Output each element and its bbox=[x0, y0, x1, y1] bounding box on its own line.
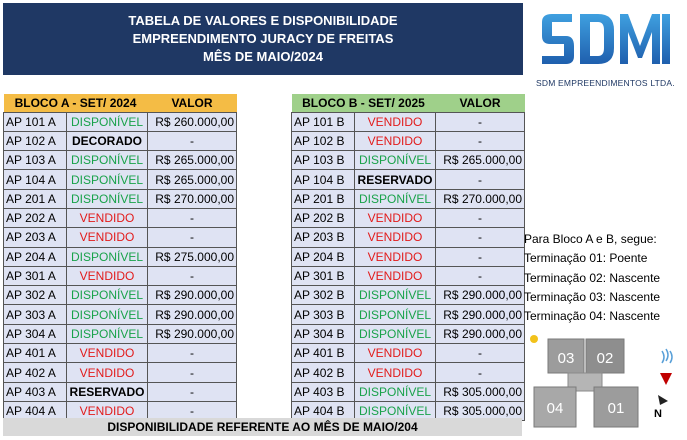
status-cell: DISPONÍVEL bbox=[67, 112, 148, 131]
status-cell: VENDIDO bbox=[67, 208, 148, 227]
status-cell: DISPONÍVEL bbox=[67, 247, 148, 266]
status-cell: DISPONÍVEL bbox=[67, 151, 148, 170]
table-row bbox=[4, 170, 237, 189]
unit-04-label: 04 bbox=[546, 400, 564, 417]
orientation-notes bbox=[524, 230, 660, 326]
value-cell: R$ 265.000,00 bbox=[436, 151, 525, 170]
unit-cell: AP 402 A bbox=[4, 363, 67, 382]
status-cell: VENDIDO bbox=[355, 131, 436, 150]
status-cell: DISPONÍVEL bbox=[355, 151, 436, 170]
unit-03-label: 03 bbox=[557, 350, 575, 367]
bloco-a-value-header: VALOR bbox=[148, 94, 237, 112]
value-cell: R$ 270.000,00 bbox=[148, 189, 237, 208]
unit-cell: AP 303 A bbox=[4, 305, 67, 324]
status-cell: DISPONÍVEL bbox=[355, 286, 436, 305]
unit-cell: AP 101 A bbox=[4, 112, 67, 131]
table-row bbox=[4, 344, 237, 363]
unit-cell: AP 401 B bbox=[292, 344, 355, 363]
table-row bbox=[292, 208, 525, 227]
value-cell: - bbox=[148, 363, 237, 382]
unit-cell: AP 202 A bbox=[4, 208, 67, 227]
value-cell: R$ 260.000,00 bbox=[148, 112, 237, 131]
value-cell: R$ 290.000,00 bbox=[148, 305, 237, 324]
unit-cell: AP 201 A bbox=[4, 189, 67, 208]
status-cell: VENDIDO bbox=[67, 401, 148, 420]
value-cell: - bbox=[148, 228, 237, 247]
sun-icon bbox=[530, 335, 538, 343]
sdm-logo-mark bbox=[536, 6, 676, 74]
table-row bbox=[4, 286, 237, 305]
bloco-b-title: BLOCO B - SET/ 2025 bbox=[292, 94, 436, 112]
table-row bbox=[4, 324, 237, 343]
status-cell: RESERVADO bbox=[355, 170, 436, 189]
status-cell: VENDIDO bbox=[67, 363, 148, 382]
unit-cell: AP 302 A bbox=[4, 286, 67, 305]
status-cell: DECORADO bbox=[67, 131, 148, 150]
unit-01 bbox=[594, 387, 638, 427]
table-row bbox=[4, 228, 237, 247]
value-cell: - bbox=[148, 401, 237, 420]
note-terminacao-01: Terminação 01: Poente bbox=[524, 251, 648, 266]
value-cell: - bbox=[436, 266, 525, 285]
unit-cell: AP 404 B bbox=[292, 401, 355, 420]
unit-cell: AP 101 B bbox=[292, 112, 355, 131]
logo-caption: SDM EMPREENDIMENTOS LTDA. bbox=[536, 78, 675, 88]
table-row bbox=[292, 286, 525, 305]
status-cell: DISPONÍVEL bbox=[67, 286, 148, 305]
table-row bbox=[292, 170, 525, 189]
unit-cell: AP 402 B bbox=[292, 363, 355, 382]
table-row bbox=[4, 305, 237, 324]
table-row bbox=[292, 131, 525, 150]
value-cell: - bbox=[148, 344, 237, 363]
table-row bbox=[292, 305, 525, 324]
footer-note: DISPONIBILIDADE REFERENTE AO MÊS DE MAIO/204 bbox=[3, 418, 522, 436]
status-cell: VENDIDO bbox=[355, 363, 436, 382]
unit-cell: AP 103 A bbox=[4, 151, 67, 170]
unit-04 bbox=[534, 387, 576, 427]
bloco-b-value-header: VALOR bbox=[436, 94, 525, 112]
value-cell: - bbox=[436, 228, 525, 247]
title-line-3: MÊS DE MAIO/2024 bbox=[203, 49, 323, 64]
table-row bbox=[4, 266, 237, 285]
title-line-2: EMPREENDIMENTO JURACY DE FREITAS bbox=[132, 31, 394, 46]
status-cell: DISPONÍVEL bbox=[355, 305, 436, 324]
unit-02 bbox=[586, 339, 624, 373]
status-cell: DISPONÍVEL bbox=[67, 324, 148, 343]
unit-cell: AP 404 A bbox=[4, 401, 67, 420]
status-cell: VENDIDO bbox=[355, 247, 436, 266]
table-row bbox=[4, 208, 237, 227]
title-line-1: TABELA DE VALORES E DISPONIBILIDADE bbox=[128, 13, 398, 28]
table-row bbox=[4, 151, 237, 170]
unit-cell: AP 203 A bbox=[4, 228, 67, 247]
value-cell: R$ 275.000,00 bbox=[148, 247, 237, 266]
north-label: N bbox=[654, 408, 662, 420]
table-row bbox=[292, 247, 525, 266]
unit-cell: AP 204 B bbox=[292, 247, 355, 266]
note-terminacao-03: Terminação 03: Nascente bbox=[524, 289, 661, 304]
unit-cell: AP 304 A bbox=[4, 324, 67, 343]
table-row bbox=[292, 189, 525, 208]
value-cell: - bbox=[436, 344, 525, 363]
status-cell: DISPONÍVEL bbox=[355, 382, 436, 401]
floor-plan-diagram bbox=[530, 333, 685, 433]
company-logo bbox=[532, 6, 682, 92]
table-row bbox=[292, 112, 525, 131]
value-cell: - bbox=[436, 363, 525, 382]
table-row bbox=[4, 189, 237, 208]
status-cell: VENDIDO bbox=[355, 208, 436, 227]
table-row bbox=[292, 382, 525, 401]
value-cell: - bbox=[436, 112, 525, 131]
bloco-b-table bbox=[291, 94, 525, 421]
table-row bbox=[4, 363, 237, 382]
unit-cell: AP 104 B bbox=[292, 170, 355, 189]
status-cell: DISPONÍVEL bbox=[67, 189, 148, 208]
value-cell: R$ 270.000,00 bbox=[436, 189, 525, 208]
value-cell: - bbox=[148, 382, 237, 401]
unit-cell: AP 301 B bbox=[292, 266, 355, 285]
value-cell: - bbox=[148, 131, 237, 150]
note-terminacao-02: Terminação 02: Nascente bbox=[524, 270, 661, 285]
bloco-a-title: BLOCO A - SET/ 2024 bbox=[4, 94, 148, 112]
status-cell: DISPONÍVEL bbox=[355, 324, 436, 343]
status-cell: VENDIDO bbox=[67, 228, 148, 247]
note-terminacao-04: Terminação 04: Nascente bbox=[524, 309, 661, 324]
value-cell: R$ 305.000,00 bbox=[436, 382, 525, 401]
status-cell: VENDIDO bbox=[355, 112, 436, 131]
bloco-a-table bbox=[3, 94, 237, 421]
title-banner bbox=[3, 3, 523, 75]
table-row bbox=[292, 344, 525, 363]
table-row bbox=[4, 112, 237, 131]
unit-cell: AP 302 B bbox=[292, 286, 355, 305]
table-row bbox=[4, 247, 237, 266]
status-cell: VENDIDO bbox=[67, 344, 148, 363]
unit-cell: AP 102 A bbox=[4, 131, 67, 150]
status-cell: VENDIDO bbox=[355, 266, 436, 285]
status-cell: DISPONÍVEL bbox=[67, 170, 148, 189]
north-arrow-icon bbox=[654, 395, 668, 420]
value-cell: R$ 290.000,00 bbox=[148, 286, 237, 305]
unit-cell: AP 403 B bbox=[292, 382, 355, 401]
status-cell: VENDIDO bbox=[355, 228, 436, 247]
unit-cell: AP 401 A bbox=[4, 344, 67, 363]
unit-cell: AP 102 B bbox=[292, 131, 355, 150]
status-cell: VENDIDO bbox=[355, 344, 436, 363]
wind-icon bbox=[660, 349, 672, 385]
table-row bbox=[292, 151, 525, 170]
value-cell: - bbox=[148, 266, 237, 285]
unit-cell: AP 301 A bbox=[4, 266, 67, 285]
value-cell: R$ 290.000,00 bbox=[148, 324, 237, 343]
table-row bbox=[292, 266, 525, 285]
value-cell: R$ 265.000,00 bbox=[148, 151, 237, 170]
unit-01-label: 01 bbox=[607, 400, 625, 417]
unit-cell: AP 304 B bbox=[292, 324, 355, 343]
status-cell: DISPONÍVEL bbox=[355, 401, 436, 420]
value-cell: R$ 290.000,00 bbox=[436, 305, 525, 324]
value-cell: - bbox=[436, 131, 525, 150]
value-cell: R$ 290.000,00 bbox=[436, 324, 525, 343]
unit-03 bbox=[548, 339, 584, 373]
unit-cell: AP 104 A bbox=[4, 170, 67, 189]
value-cell: - bbox=[436, 170, 525, 189]
unit-cell: AP 202 B bbox=[292, 208, 355, 227]
unit-cell: AP 403 A bbox=[4, 382, 67, 401]
status-cell: RESERVADO bbox=[67, 382, 148, 401]
status-cell: DISPONÍVEL bbox=[67, 305, 148, 324]
table-row bbox=[292, 324, 525, 343]
unit-cell: AP 303 B bbox=[292, 305, 355, 324]
value-cell: R$ 290.000,00 bbox=[436, 286, 525, 305]
value-cell: - bbox=[148, 208, 237, 227]
table-row bbox=[292, 228, 525, 247]
value-cell: - bbox=[436, 208, 525, 227]
value-cell: R$ 265.000,00 bbox=[148, 170, 237, 189]
table-row bbox=[4, 382, 237, 401]
value-cell: - bbox=[436, 247, 525, 266]
notes-intro: Para Bloco A e B, segue: bbox=[524, 232, 657, 246]
unit-cell: AP 203 B bbox=[292, 228, 355, 247]
value-cell: R$ 305.000,00 bbox=[436, 401, 525, 420]
unit-cell: AP 201 B bbox=[292, 189, 355, 208]
status-cell: DISPONÍVEL bbox=[355, 189, 436, 208]
unit-02-label: 02 bbox=[596, 350, 614, 367]
unit-cell: AP 103 B bbox=[292, 151, 355, 170]
table-row bbox=[292, 363, 525, 382]
table-row bbox=[4, 131, 237, 150]
unit-cell: AP 204 A bbox=[4, 247, 67, 266]
status-cell: VENDIDO bbox=[67, 266, 148, 285]
